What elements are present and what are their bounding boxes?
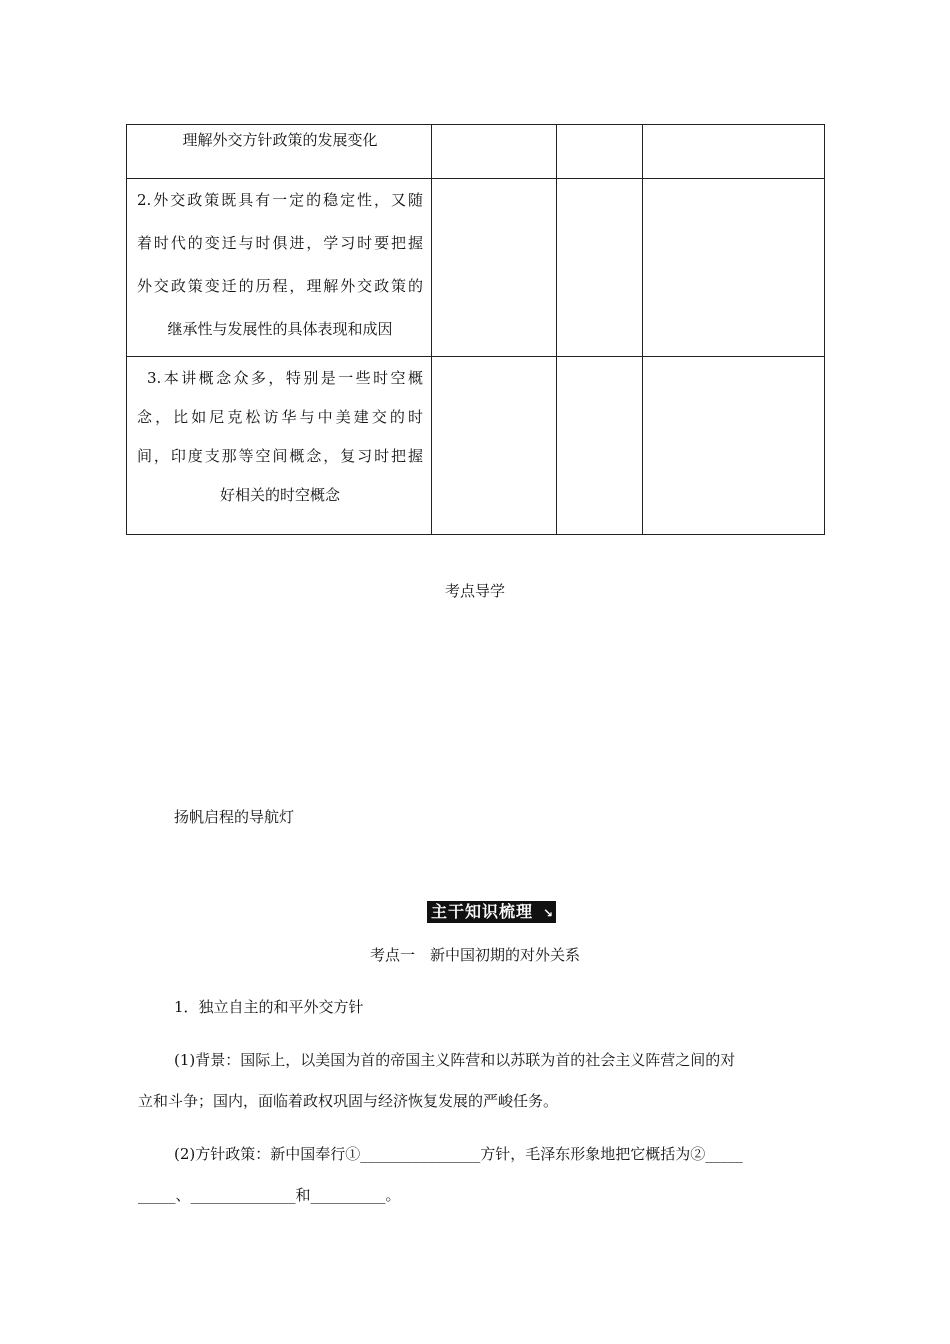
banner-label: 主干知识梳理 bbox=[431, 902, 534, 921]
cell-line: 2.外交政策既具有一定的稳定性，又随 bbox=[137, 191, 423, 209]
arrow-down-right-icon: ↘ bbox=[542, 906, 554, 920]
table-row bbox=[127, 179, 825, 357]
table-cell bbox=[127, 125, 432, 179]
cell-line: 外交政策变迁的历程，理解外交政策的 bbox=[137, 277, 423, 295]
table-cell-empty bbox=[643, 179, 825, 357]
table-cell-empty bbox=[432, 125, 557, 179]
objectives-table bbox=[126, 124, 825, 535]
policy-line-2: _____、______________和__________。 bbox=[138, 1186, 401, 1204]
table-row bbox=[127, 357, 825, 535]
cell-line: 着时代的变迁与时俱进，学习时要把握 bbox=[137, 234, 423, 252]
policy-line-1: (2)方针政策：新中国奉行①________________方针，毛泽东形象地把它概括为②_____ bbox=[174, 1145, 743, 1163]
topic-heading: 考点一 新中国初期的对外关系 bbox=[369, 946, 580, 964]
section-title: 考点导学 bbox=[444, 582, 505, 600]
cell-line: 3.本讲概念众多，特别是一些时空概 bbox=[147, 369, 423, 387]
cell-line: 理解外交方针政策的发展变化 bbox=[182, 131, 378, 149]
table-cell-empty bbox=[643, 125, 825, 179]
cell-line: 继承性与发展性的具体表现和成因 bbox=[167, 320, 393, 338]
knowledge-banner bbox=[427, 901, 556, 923]
cell-line: 间，印度支那等空间概念，复习时把握 bbox=[137, 447, 423, 465]
table-row bbox=[127, 125, 825, 179]
table-cell bbox=[127, 179, 432, 357]
table-cell-empty bbox=[557, 179, 643, 357]
table-cell-empty bbox=[557, 357, 643, 535]
table-cell-empty bbox=[643, 357, 825, 535]
point-heading: 1．独立自主的和平外交方针 bbox=[174, 998, 364, 1016]
cell-line: 念，比如尼克松访华与中美建交的时 bbox=[137, 408, 423, 426]
background-line-1: (1)背景：国际上，以美国为首的帝国主义阵营和以苏联为首的社会主义阵营之间的对 bbox=[174, 1051, 736, 1069]
subtitle: 扬帆启程的导航灯 bbox=[174, 808, 295, 826]
table-cell-empty bbox=[557, 125, 643, 179]
table-cell-empty bbox=[432, 357, 557, 535]
table-cell bbox=[127, 357, 432, 535]
table-cell-empty bbox=[432, 179, 557, 357]
cell-line: 好相关的时空概念 bbox=[219, 486, 340, 504]
background-line-2: 立和斗争；国内，面临着政权巩固与经济恢复发展的严峻任务。 bbox=[138, 1092, 559, 1110]
